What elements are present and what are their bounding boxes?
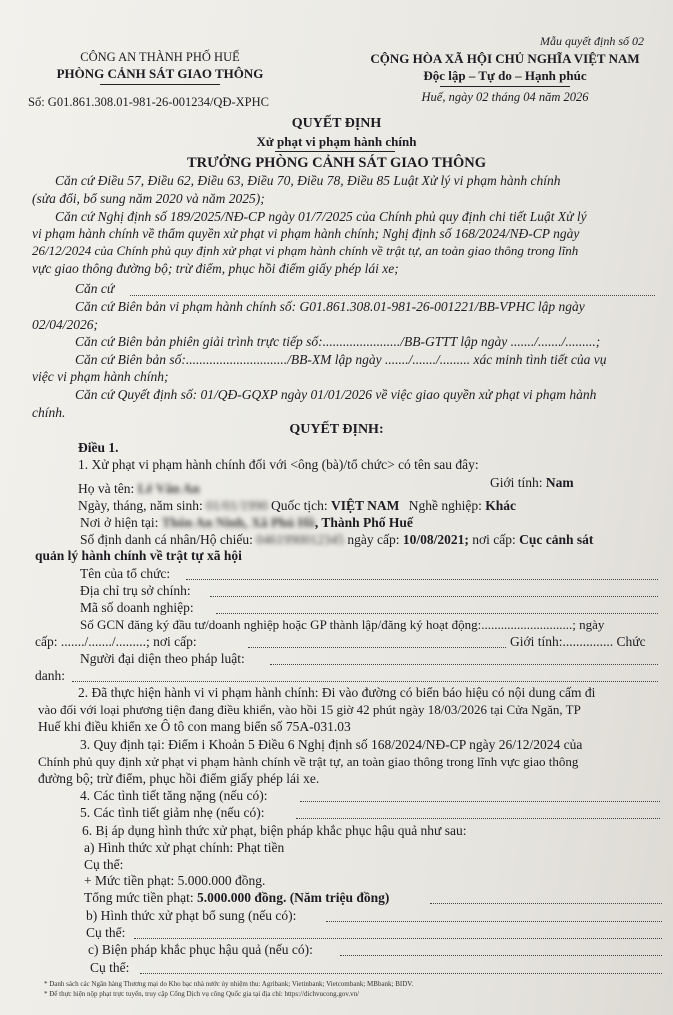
basis-line-12: việc vi phạm hành chính;: [32, 369, 169, 384]
org-code-dots: [216, 613, 658, 614]
org-rep-dots: [270, 664, 658, 665]
org-address-dots: [210, 596, 658, 597]
name-row: [78, 481, 200, 497]
motto-underline: [440, 86, 570, 87]
basis-line-9: 02/04/2026;: [32, 317, 98, 332]
basis-line-10: Căn cứ Biên bản phiên giải trình trực tiếp số:......................./BB-GTTT lập ngày ......./......./.........;: [75, 334, 601, 349]
article-1-intro: 1. Xử phạt vi phạm hành chính đối với <ông (bà)/tổ chức> có tên sau đây:: [78, 457, 479, 472]
total-fine-value: 5.000.000 đồng. (Năm triệu đồng): [197, 890, 390, 905]
form-number: Mẫu quyết định số 02: [540, 34, 644, 48]
org-name-label: Tên của tổ chức:: [80, 566, 171, 581]
main-penalty-detail-label: Cụ thể:: [84, 857, 124, 872]
total-fine-row: [84, 890, 389, 906]
org-rep-label: Người đại diện theo pháp luật:: [80, 651, 245, 666]
regulation-line-2: Chính phủ quy định xử phạt vi phạm hành chính về trật tự, an toàn giao thông trong lĩnh vực giao thông: [38, 754, 579, 769]
decision-number: Số: G01.861.308.01-981-26-001234/QĐ-XPHC: [28, 95, 269, 109]
basis-dotted-fill: [130, 295, 655, 296]
footnote-banks: * Danh sách các Ngân hàng Thương mại do Kho bạc nhà nước ủy nhiệm thu: Agribank; Vietinbank; Vietcombank; MBbank; BIDV.: [44, 980, 414, 988]
mitigating-label: 5. Các tình tiết giảm nhẹ (nếu có):: [80, 805, 265, 820]
remedial-measures-dots: [340, 955, 662, 956]
address-row: [80, 515, 413, 531]
additional-penalty-detail-label: Cụ thể:: [86, 925, 126, 940]
name-label: Họ và tên:: [78, 481, 135, 496]
gender-row: [490, 475, 574, 491]
org-title-label: danh:: [35, 668, 65, 683]
issuer-value-continued: quản lý hành chính về trật tự xã hội: [35, 548, 242, 563]
job-value: Khác: [485, 498, 517, 513]
nationality-value: VIỆT NAM: [331, 498, 400, 513]
issue-date-value: 10/08/2021;: [402, 532, 469, 547]
article-1-heading: Điều 1.: [78, 440, 119, 455]
nation-name: CỘNG HÒA XÃ HỘI CHỦ NGHĨA VIỆT NAM: [370, 51, 640, 66]
org-code-label: Mã số doanh nghiệp:: [80, 600, 194, 615]
document-subtitle: Xử phạt vi phạm hành chính: [256, 134, 417, 149]
org-gcn-line-2: cấp: ......./......./.........; nơi cấp:: [35, 634, 197, 649]
issuer-value: Cục cảnh sát: [519, 532, 594, 547]
total-fine-dots: [430, 903, 662, 904]
issuer-label: nơi cấp:: [472, 532, 516, 547]
issue-date-label: ngày cấp:: [347, 532, 400, 547]
basis-line-13: Căn cứ Quyết định số: 01/QĐ-GQXP ngày 01/01/2026 về việc giao quyền xử phạt vi phạm hành: [75, 387, 597, 402]
regulation-line-1: 3. Quy định tại: Điểm i Khoản 5 Điều 6 Nghị định số 168/2024/NĐ-CP ngày 26/12/2024 của: [80, 737, 583, 752]
id-label: Số định danh cá nhân/Hộ chiếu:: [80, 532, 253, 547]
address-city: , Thành Phố Huế: [314, 515, 413, 530]
dob-row: [78, 498, 516, 514]
issuing-authority: TRƯỞNG PHÒNG CẢNH SÁT GIAO THÔNG: [186, 155, 487, 171]
main-penalty: a) Hình thức xử phạt chính: Phạt tiền: [84, 840, 285, 855]
mitigating-dots: [296, 818, 660, 819]
violation-line-1: 2. Đã thực hiện hành vi vi phạm hành chính: Đi vào đường có biển báo hiệu có nội dung cấm đi: [78, 685, 596, 700]
agency-underline: [100, 84, 220, 85]
basis-line-6: vực giao thông đường bộ; trừ điểm, phục hồi điểm giấy phép lái xe;: [32, 261, 399, 276]
id-value: 0461990012345: [256, 532, 344, 547]
basis-line-2: (sửa đổi, bổ sung năm 2020 và năm 2025);: [32, 191, 265, 206]
additional-penalty-dots: [326, 921, 662, 922]
org-name-dots: [186, 579, 658, 580]
nationality-label: Quốc tịch:: [271, 498, 328, 513]
gender-label: Giới tính:: [490, 475, 543, 490]
remedial-detail-label: Cụ thể:: [90, 960, 130, 975]
job-label: Nghề nghiệp:: [408, 498, 482, 513]
basis-line-11: Căn cứ Biên bản số:............................../BB-XM lập ngày ......./......./......... xác minh tình tiết của vụ: [75, 352, 607, 367]
violation-line-3: Huế khi điều khiển xe Ô tô con mang biển số 75A-031.03: [38, 719, 351, 734]
org-gcn-line: Số GCN đăng ký đầu tư/doanh nghiệp hoặc GP thành lập/đăng ký hoạt động:............................; ngày: [80, 617, 605, 632]
regulation-line-3: đường bộ; trừ điểm, phục hồi điểm giấy phép lái xe.: [38, 771, 320, 786]
footnote-online-payment: * Để thực hiện nộp phạt trực tuyến, truy cập Cổng Dịch vụ công Quốc gia tại địa chỉ: https://dichvucong.gov.vn/: [44, 990, 360, 998]
address-value: Thôn An Ninh, Xã Phú Hồ: [161, 515, 315, 530]
basis-line-5: 26/12/2024 của Chính phủ quy định xử phạt vi phạm hành chính về trật tự, an toàn giao thông trong lĩnh: [32, 243, 579, 258]
remedial-measures-label: c) Biện pháp khắc phục hậu quả (nếu có):: [88, 942, 313, 957]
total-fine-label: Tổng mức tiền phạt:: [84, 890, 194, 905]
org-title-dots: [72, 681, 658, 682]
org-address-label: Địa chỉ trụ sở chính:: [80, 583, 191, 598]
penalty-form-heading: 6. Bị áp dụng hình thức xử phạt, biện pháp khắc phục hậu quả như sau:: [82, 823, 467, 838]
fine-amount-line: + Mức tiền phạt: 5.000.000 đồng.: [84, 873, 266, 888]
org-gender-title: Giới tính:............... Chức: [510, 634, 646, 649]
address-label: Nơi ở hiện tại:: [80, 515, 159, 530]
dob-value: 01/01/1990: [206, 498, 268, 513]
basis-line-7: Căn cứ: [75, 281, 115, 296]
decision-heading: QUYẾT ĐỊNH:: [289, 422, 384, 437]
violation-line-2: vào đối với loại phương tiện đang điều khiển, vào hồi 15 giờ 42 phút ngày 18/03/2026 tại Cửa Ngăn, TP: [38, 702, 581, 717]
dob-label: Ngày, tháng, năm sinh:: [78, 498, 203, 513]
name-value: Lê Văn An: [137, 481, 200, 496]
basis-line-8: Căn cứ Biên bản vi phạm hành chính số: G01.861.308.01-981-26-001221/BB-VPHC lập ngày: [75, 299, 585, 314]
document-title: QUYẾT ĐỊNH: [291, 116, 382, 131]
basis-line-4: vi phạm hành chính về thẩm quyền xử phạt vi phạm hành chính; Nghị định số 168/2024/NĐ-CP ngày: [32, 226, 580, 241]
additional-detail-dots: [134, 938, 662, 939]
aggravating-label: 4. Các tình tiết tăng nặng (nếu có):: [80, 788, 268, 803]
additional-penalty-label: b) Hình thức xử phạt bổ sung (nếu có):: [86, 908, 297, 923]
place-date: Huế, ngày 02 tháng 04 năm 2026: [421, 90, 589, 104]
gender-value: Nam: [545, 475, 574, 490]
agency-name: PHÒNG CẢNH SÁT GIAO THÔNG: [56, 66, 264, 81]
aggravating-dots: [300, 801, 660, 802]
basis-line-14: chính.: [32, 405, 66, 420]
national-motto: Độc lập – Tự do – Hạnh phúc: [423, 68, 587, 83]
basis-line-3: Căn cứ Nghị định số 189/2025/NĐ-CP ngày 01/7/2025 của Chính phủ quy định chi tiết Luật Xử lý: [55, 209, 587, 224]
remedial-detail-dots: [140, 973, 662, 974]
id-row: [80, 532, 593, 548]
subtitle-underline: [275, 151, 395, 152]
org-issuer-dots: [248, 647, 506, 648]
agency-parent: CÔNG AN THÀNH PHỐ HUẾ: [80, 50, 240, 64]
basis-line-1: Căn cứ Điều 57, Điều 62, Điều 63, Điều 70, Điều 78, Điều 85 Luật Xử lý vi phạm hành chính: [55, 173, 561, 188]
